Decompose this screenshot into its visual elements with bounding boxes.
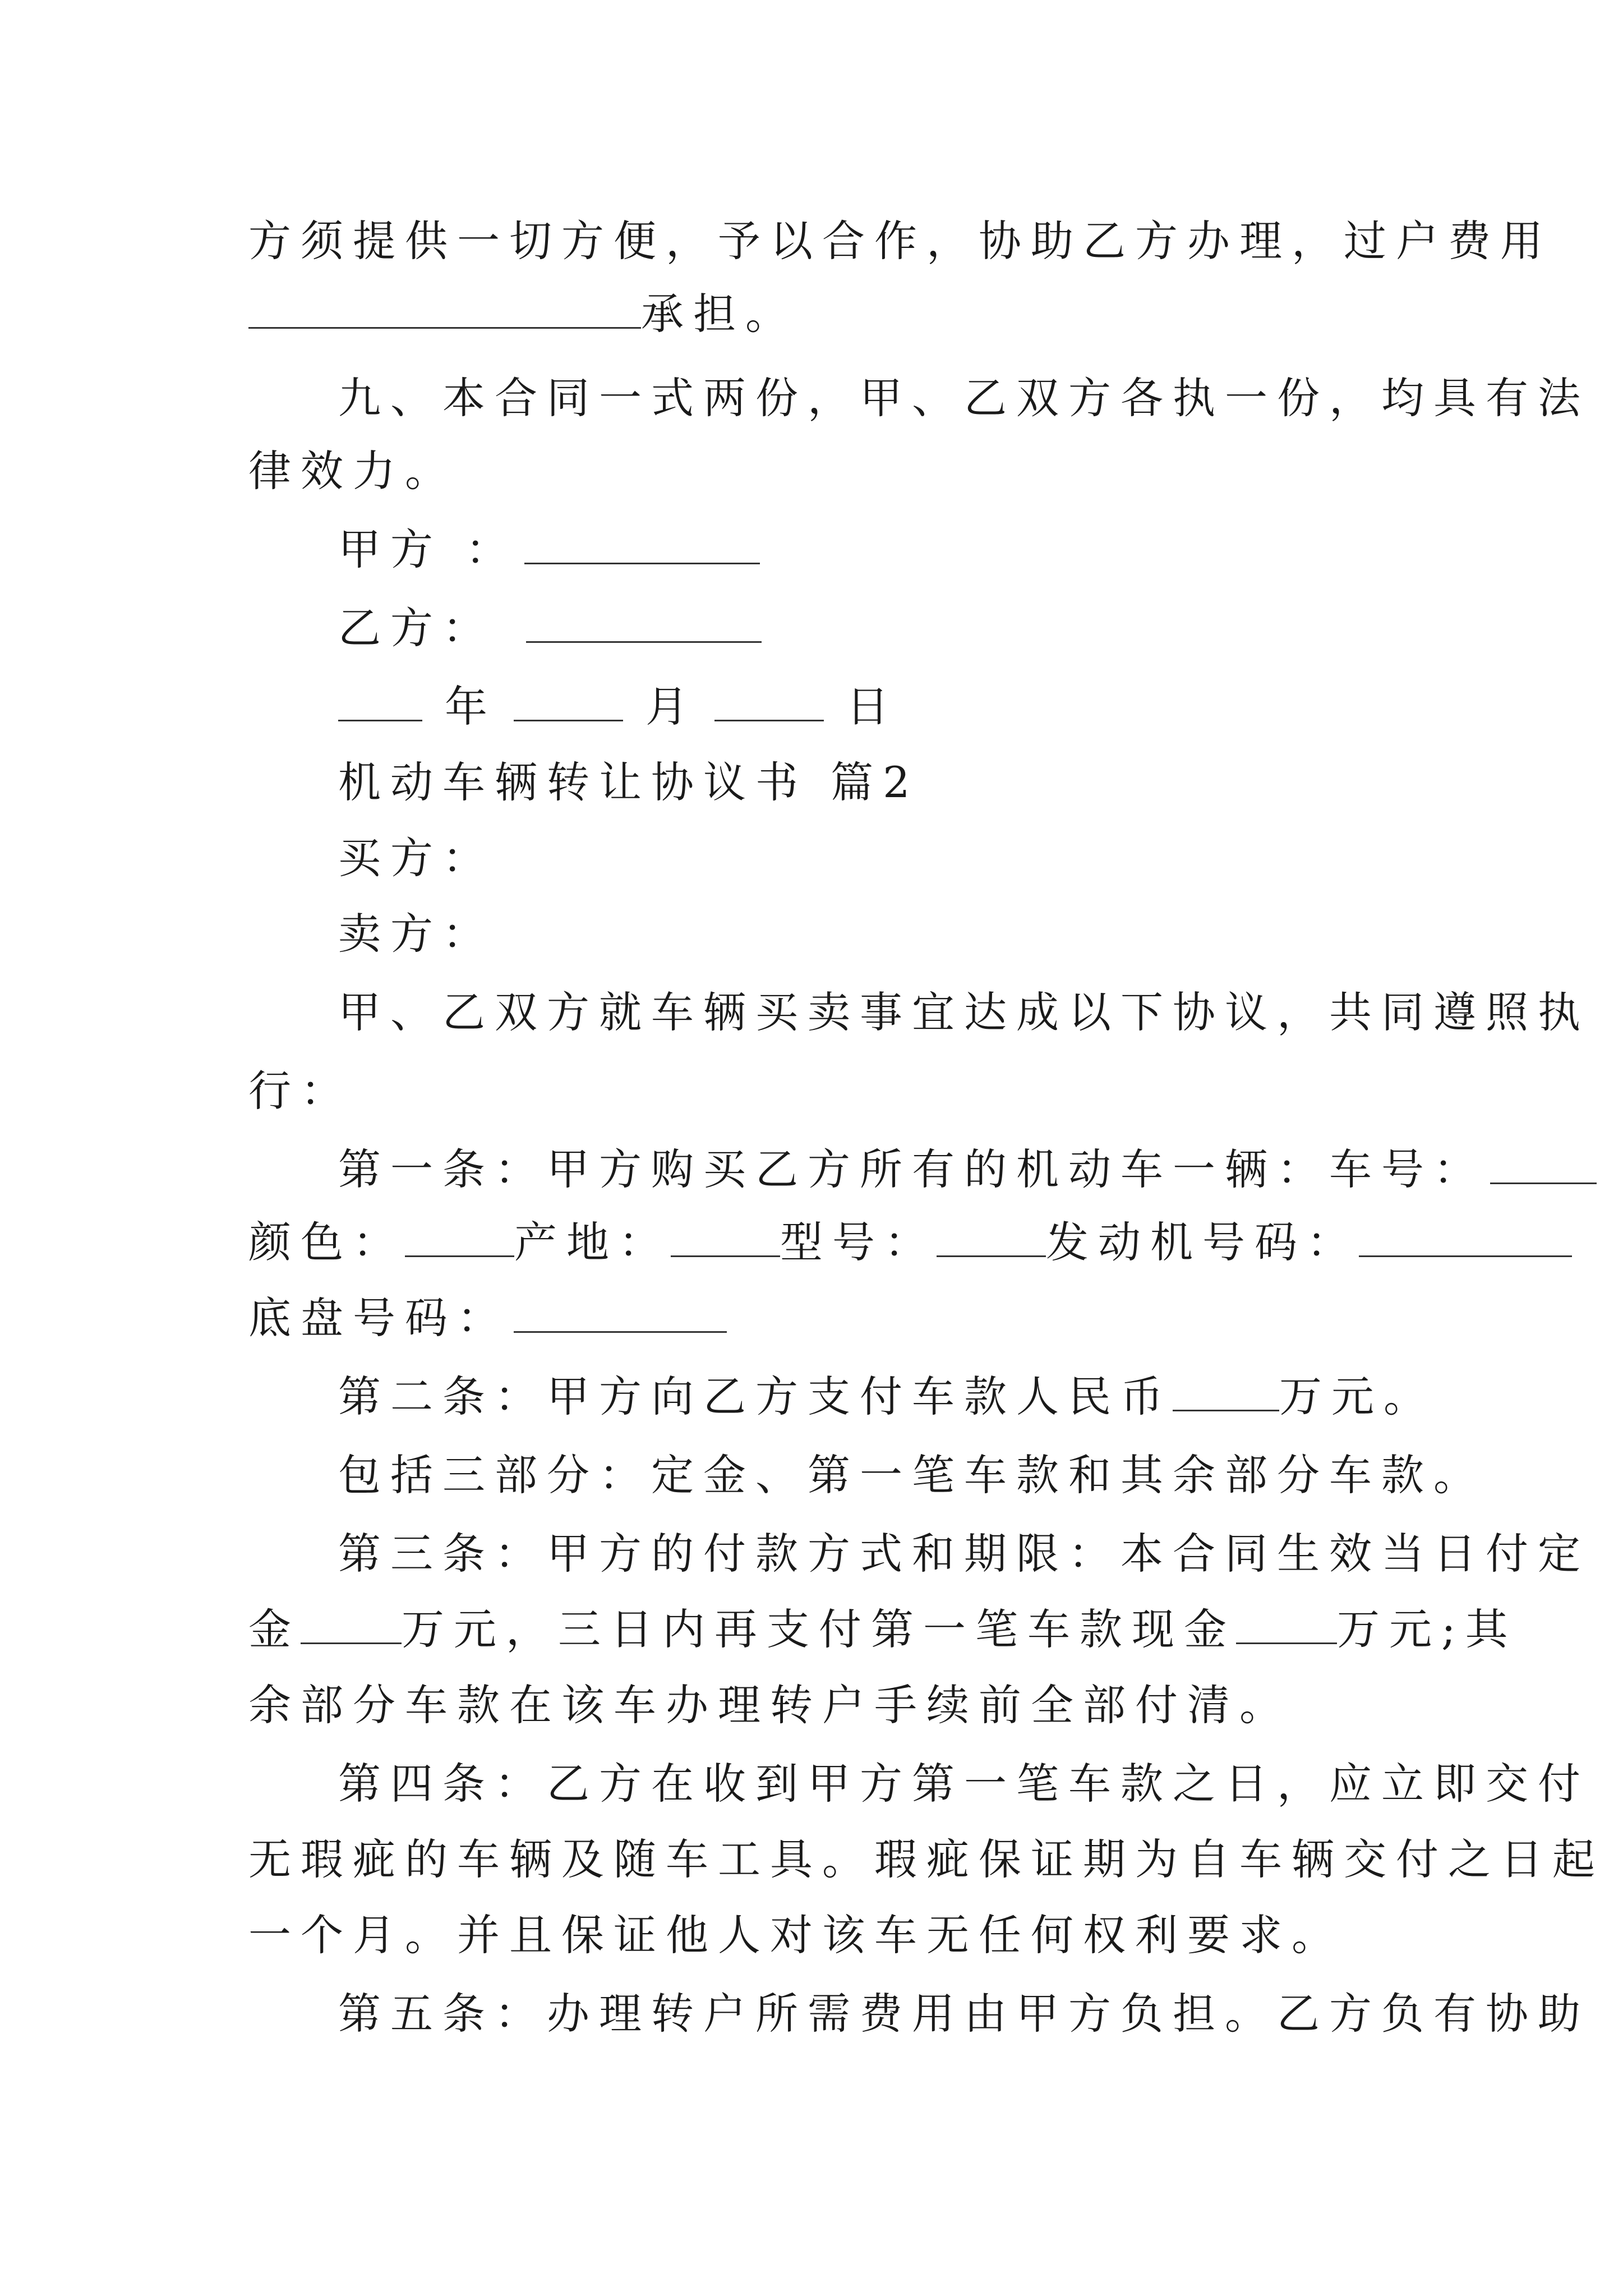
vehicle-details: 颜色： 产地： 型号： 发动机号码： xyxy=(248,1214,1387,1271)
blank-party-b xyxy=(526,602,762,643)
article-one: 第一条：甲方购买乙方所有的机动车一辆：车号： xyxy=(338,1142,1387,1198)
paragraph-line: 一个月。并且保证他人对该车无任何权利要求。 xyxy=(248,1910,1344,1960)
article-four: 第四条：乙方在收到甲方第一笔车款之日，应立即交付 xyxy=(338,1759,1590,1809)
article-five: 第五条：办理转户所需费用由甲方负担。乙方负有协助 xyxy=(338,1989,1590,2039)
blank-plate-number xyxy=(1490,1143,1597,1184)
article-two: 第二条：甲方向乙方支付车款人民币 万元。 xyxy=(338,1372,1436,1421)
paragraph-line: 方须提供一切方便，予以合作，协助乙方办理，过户费用 xyxy=(248,216,1552,266)
blank-party-a xyxy=(524,523,760,564)
blank-engine-number xyxy=(1359,1216,1572,1257)
paragraph-line: 无瑕疵的车辆及随车工具。瑕疵保证期为自车辆交付之日起 xyxy=(248,1834,1604,1884)
paragraph-line: 行： xyxy=(248,1066,353,1116)
blank-fee-bearer xyxy=(248,288,641,329)
section-heading: 机动车辆转让协议书 篇2 xyxy=(338,757,920,807)
article-three: 第三条：甲方的付款方式和期限：本合同生效当日付定 xyxy=(338,1529,1590,1579)
paragraph-line: 承担。 xyxy=(248,286,1387,342)
blank-year xyxy=(338,680,422,721)
blank-deposit xyxy=(301,1603,402,1644)
paragraph-line: 余部分车款在该车办理转户手续前全部付清。 xyxy=(248,1680,1292,1730)
blank-total-price xyxy=(1173,1370,1279,1411)
payment-amounts: 金 万元，三日内再支付第一笔车款现金 万元;其 xyxy=(248,1604,1518,1654)
agreement-intro: 甲、乙双方就车辆买卖事宜达成以下协议，共同遵照执 xyxy=(338,987,1590,1037)
party-b-signature: 乙方： xyxy=(338,600,1387,656)
blank-month xyxy=(514,680,623,721)
seller-line: 卖方： xyxy=(338,909,495,959)
blank-color xyxy=(405,1216,514,1257)
clause-nine: 九、本合同一式两份，甲、乙双方各执一份，均具有法 xyxy=(338,373,1590,423)
date-line: 年 月 日 xyxy=(338,679,1387,735)
chassis-line: 底盘号码： xyxy=(248,1290,1387,1346)
payment-parts: 包括三部分：定金、第一笔车款和其余部分车款。 xyxy=(338,1450,1486,1500)
paragraph-line: 律效力。 xyxy=(248,446,457,496)
buyer-line: 买方： xyxy=(338,833,495,883)
blank-first-payment xyxy=(1236,1603,1337,1644)
blank-chassis-number xyxy=(514,1292,727,1333)
party-a-signature: 甲方 ： xyxy=(338,522,1387,578)
blank-day xyxy=(714,680,824,721)
blank-origin xyxy=(671,1216,780,1257)
blank-model xyxy=(937,1216,1046,1257)
